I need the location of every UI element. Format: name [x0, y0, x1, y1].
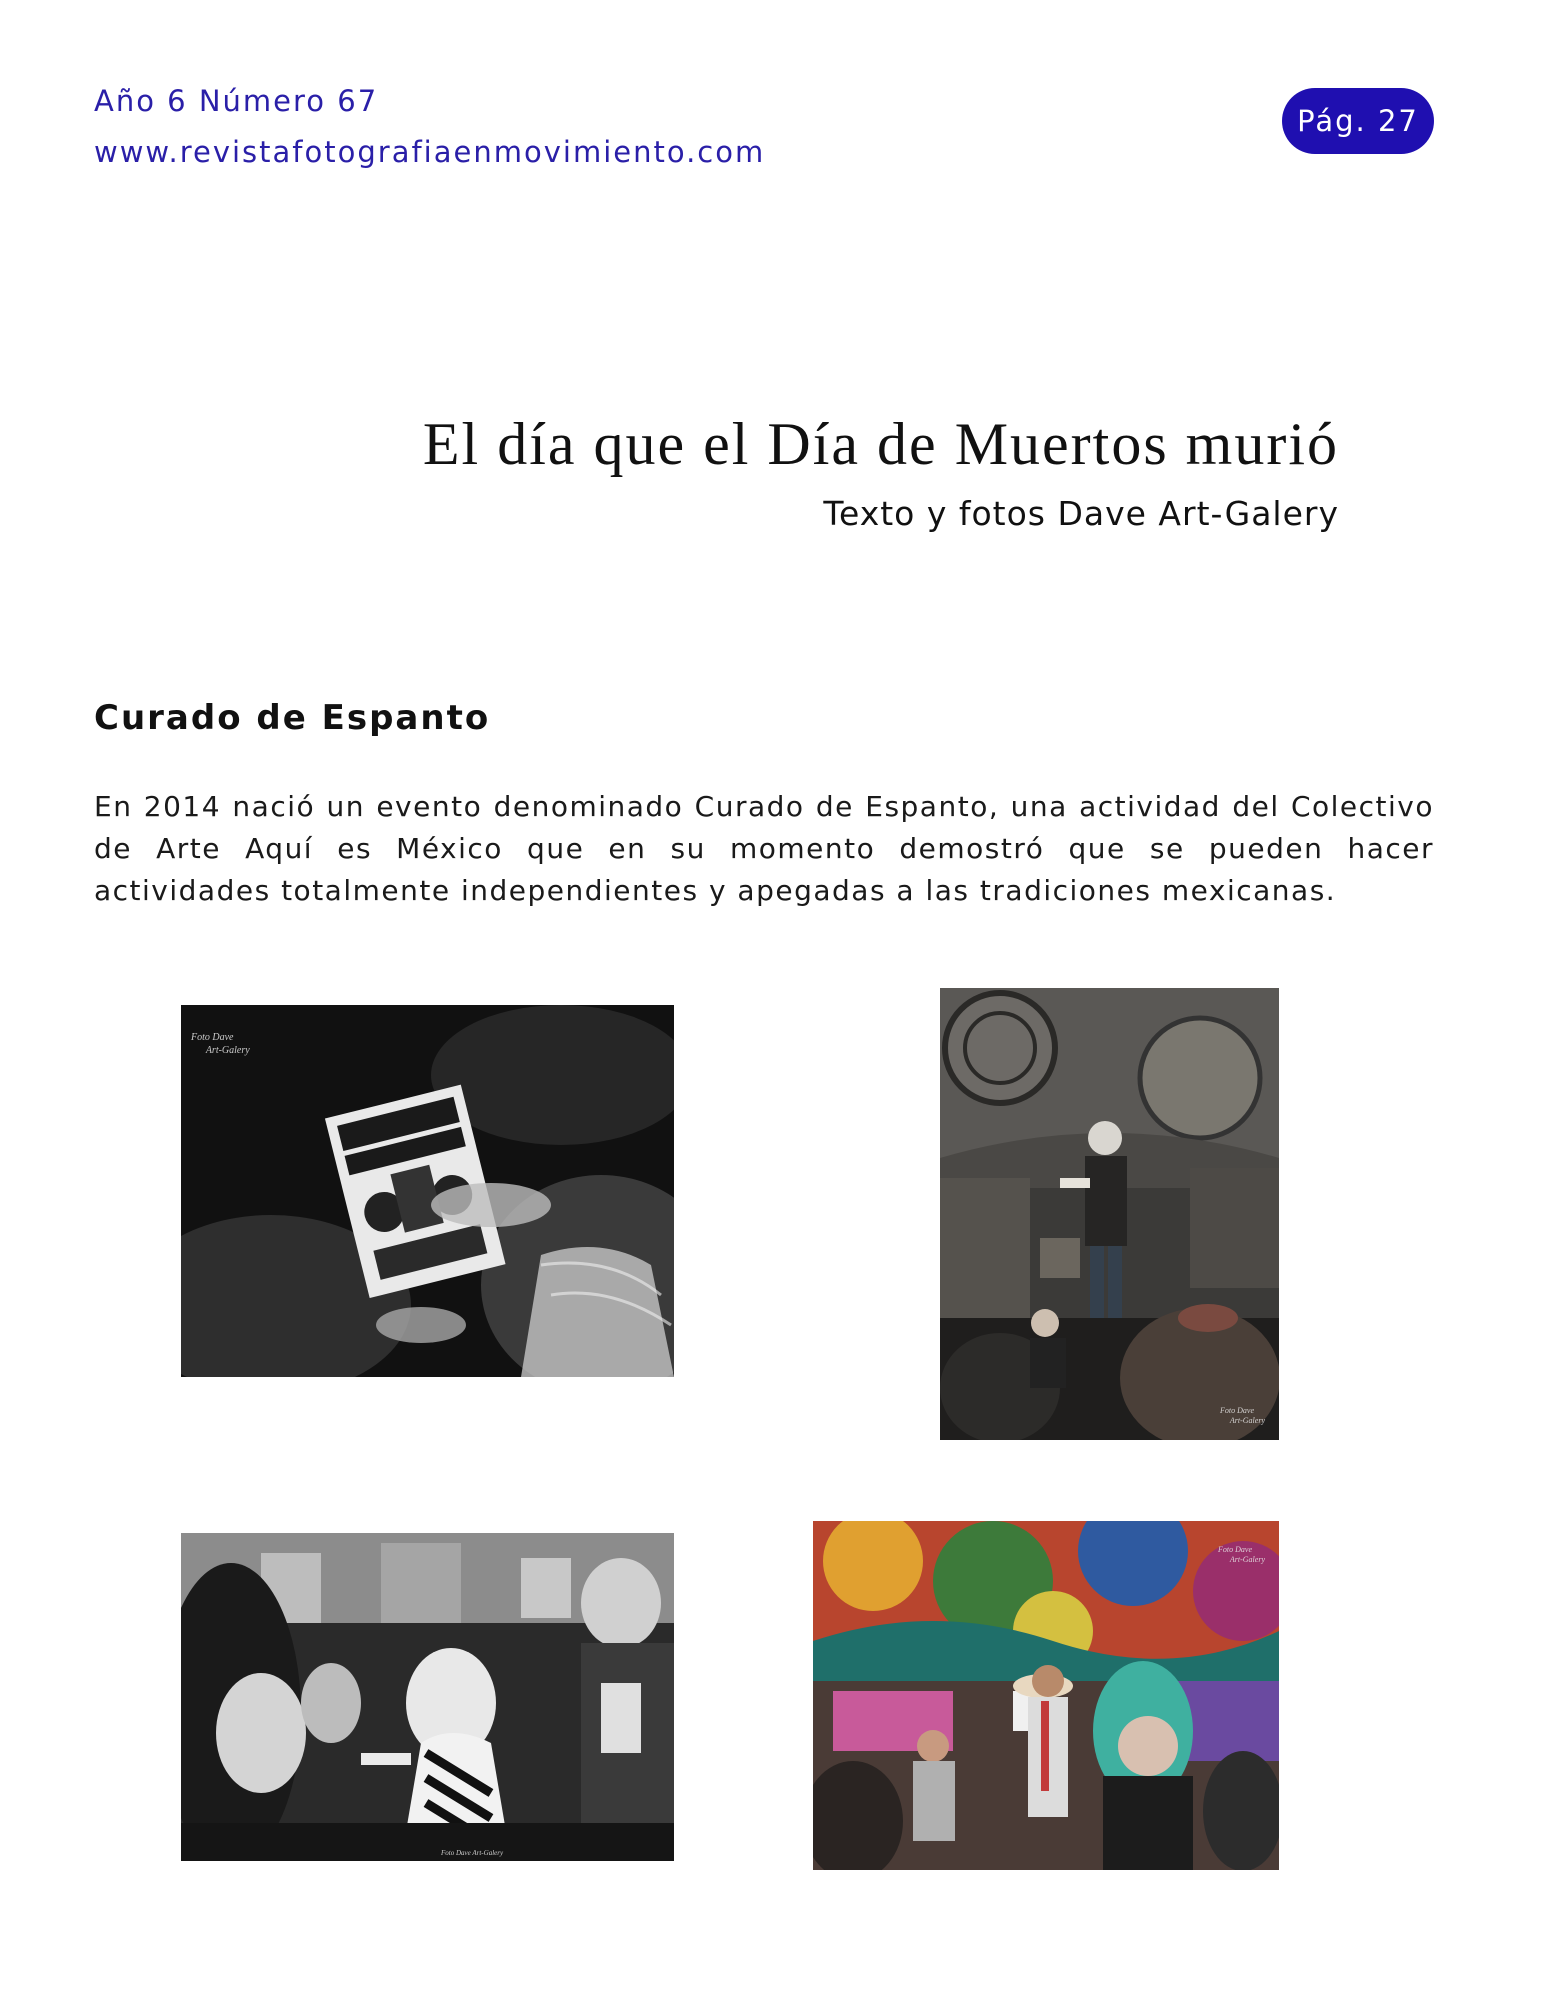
photo-3-watermark: Foto Dave Art-Galery [441, 1849, 504, 1857]
photo-2-image [940, 988, 1279, 1440]
article-title: El día que el Día de Muertos murió [422, 411, 1339, 477]
intro-paragraph: En 2014 nació un evento denominado Curado de Espanto, una actividad del Colectivo de Arte Aquí es México que en su momento demostró que se pueden hacer actividades totalmente independientes y apegadas a las tradiciones mexicanas. [94, 790, 1434, 907]
photo-4-image [813, 1521, 1279, 1870]
photo-poster-curado-de-espanto [181, 1005, 674, 1377]
issue-number: Año 6 Número 67 [94, 84, 379, 118]
photo-2-watermark: Foto Dave Art-Galery [1220, 1406, 1265, 1425]
photo-1-watermark: Foto Dave Art-Galery [191, 1032, 250, 1056]
photo-4-watermark: Foto Dave Art-Galery [1218, 1545, 1265, 1564]
article-byline: Texto y fotos Dave Art-Galery [823, 494, 1339, 533]
website-url[interactable]: www.revistafotografiaenmovimiento.com [94, 135, 766, 169]
photo-3-image [181, 1533, 674, 1861]
photo-colorful-bar-scene [813, 1521, 1279, 1870]
page-number-badge: Pág. 27 [1282, 88, 1434, 154]
section-heading: Curado de Espanto [94, 698, 491, 738]
photo-1-image [181, 1005, 674, 1377]
photo-face-painting [181, 1533, 674, 1861]
photo-performer-on-table [940, 988, 1279, 1440]
